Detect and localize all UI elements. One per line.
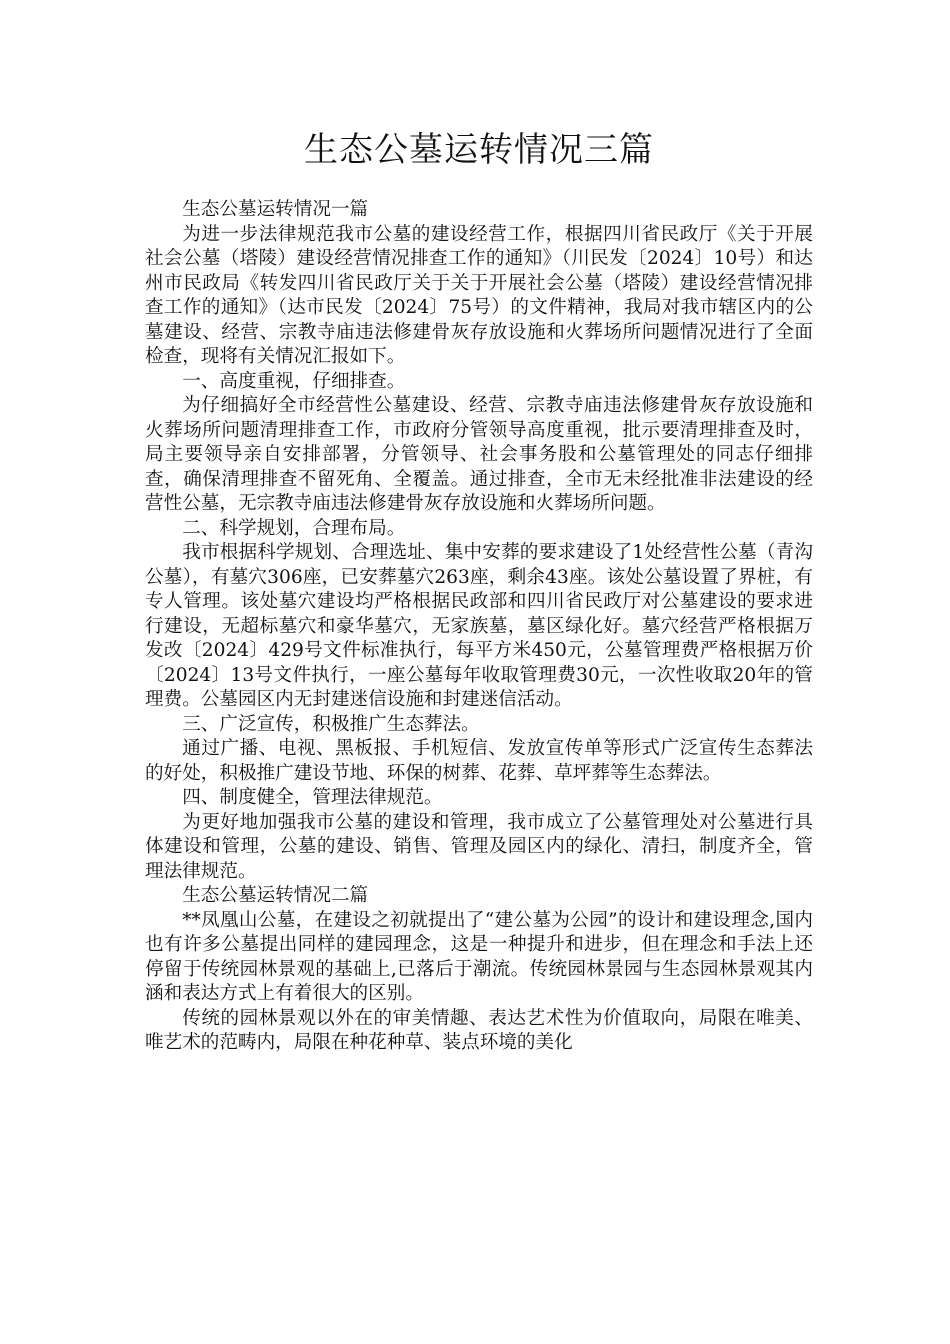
paragraph: **凤凰山公墓，在建设之初就提出了“建公墓为公园”的设计和建设理念,国内也有许多公墓提出同样的建园理念，这是一种提升和进步，但在理念和手法上还停留于传统园林景观的基础上,已落后于潮流。传统园林景园与生态园林景观其内涵和表达方式上有着很大的区别。 xyxy=(145,909,813,1004)
paragraph: 为仔细搞好全市经营性公墓建设、经营、宗教寺庙违法修建骨灰存放设施和火葬场所问题清理排查工作，市政府分管领导高度重视，批示要清理排查及时，局主要领导亲自安排部署，分管领导、社会事务股和公墓管理处的同志仔细排查，确保清理排查不留死角、全覆盖。通过排查，全市无未经批准非法建设的经营性公墓，无宗教寺庙违法修建骨灰存放设施和火葬场所问题。 xyxy=(145,395,813,514)
section-heading-part-one: 生态公墓运转情况一篇 xyxy=(182,199,369,220)
section-heading: 一、高度重视，仔细排查。 xyxy=(182,370,406,392)
paragraph: 通过广播、电视、黑板报、手机短信、发放宣传单等形式广泛宣传生态葬法的好处，积极推广建设节地、环保的树葬、花葬、草坪葬等生态葬法。 xyxy=(145,738,813,784)
document-page xyxy=(145,0,813,1056)
section-heading: 二、科学规划，合理布局。 xyxy=(182,517,406,539)
section-heading: 四、制度健全，管理法律规范。 xyxy=(182,787,443,808)
document-title: 生态公墓运转情况三篇 xyxy=(304,130,654,170)
paragraph: 为进一步法律规范我市公墓的建设经营工作，根据四川省民政厅《关于开展社会公墓（塔陵）建设经营情况排查工作的通知》（川民发〔2024〕10号）和达州市民政局《转发四川省民政厅关于关于开展社会公墓（塔陵）建设经营情况排查工作的通知》（达市民发〔2024〕75号）的文件精神，我局对我市辖区内的公墓建设、经营、宗教寺庙违法修建骨灰存放设施和火葬场所问题情况进行了全面检查，现将有关情况汇报如下。 xyxy=(145,223,813,367)
document-body xyxy=(145,198,813,1056)
section-heading-part-two: 生态公墓运转情况二篇 xyxy=(182,885,369,906)
section-heading: 三、广泛宣传，积极推广生态葬法。 xyxy=(182,713,480,735)
paragraph: 传统的园林景观以外在的审美情趣、表达艺术性为价值取向，局限在唯美、唯艺术的范畴内，局限在种花种草、装点环境的美化 xyxy=(145,1007,813,1053)
paragraph: 我市根据科学规划、合理选址、集中安葬的要求建设了1处经营性公墓（青沟公墓），有墓穴306座，已安葬墓穴263座，剩余43座。该处公墓设置了界桩，有专人管理。该处墓穴建设均严格根据民政部和四川省民政厅对公墓建设的要求进行建设，无超标墓穴和豪华墓穴，无家族墓，墓区绿化好。墓穴经营严格根据万发改〔2024〕429号文件标准执行，每平方米450元，公墓管理费严格根据万价〔2024〕13号文件执行，一座公墓每年收取管理费30元，一次性收取20年的管理费。公墓园区内无封建迷信设施和封建迷信活动。 xyxy=(145,542,813,710)
paragraph: 为更好地加强我市公墓的建设和管理，我市成立了公墓管理处对公墓进行具体建设和管理，公墓的建设、销售、管理及园区内的绿化、清扫，制度齐全，管理法律规范。 xyxy=(145,811,813,882)
